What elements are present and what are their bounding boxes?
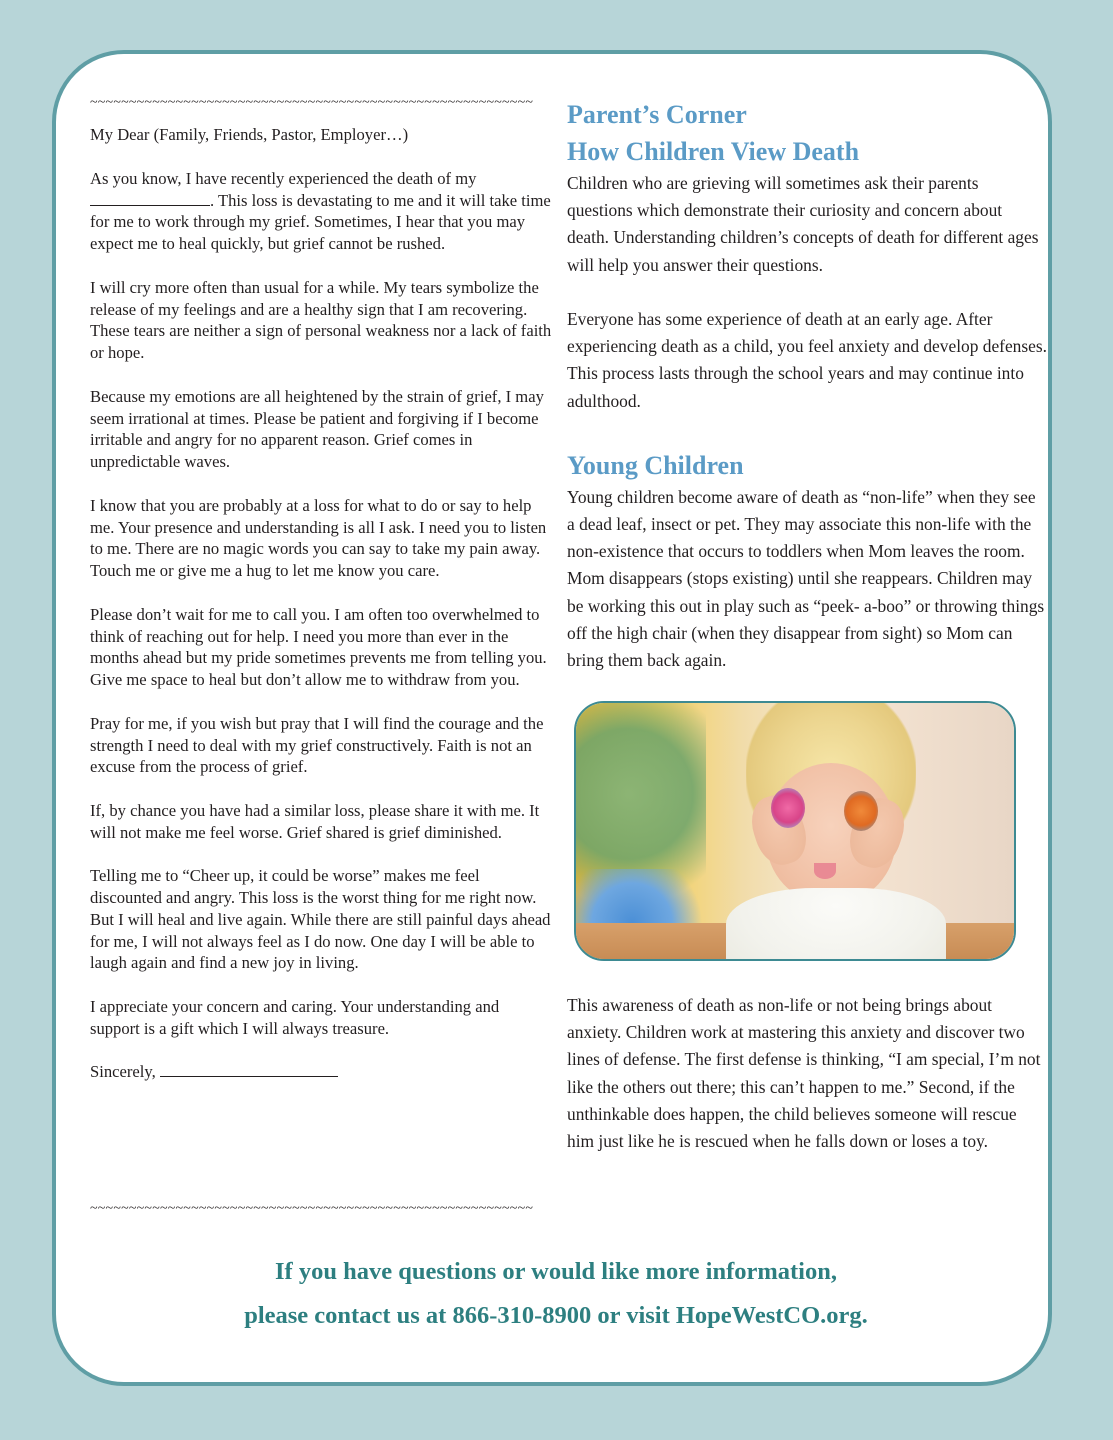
parents-corner-paragraph-1: Children who are grieving will sometimes ask their parents questions which demonstrate their curiosity and concern about death. Understanding children’s concepts of death for different ages will help you answer their questions. <box>567 173 1039 275</box>
how-children-view-death-heading: How Children View Death <box>567 137 860 166</box>
parents-corner-paragraph-2: Everyone has some experience of death at an early age. After experiencing death as a child, you feel anxiety and develop defenses. This process lasts through the school years and may continue into adulthood. <box>567 309 1047 411</box>
letter-paragraph-6: Pray for me, if you wish but pray that I will find the courage and the strength I need to deal with my grief constructively. Faith is not an excuse from the process of grief. <box>90 713 544 777</box>
letter-paragraph-1 <box>90 168 552 255</box>
parents-corner-lower <box>567 992 1047 1182</box>
orange-egg-toy <box>844 791 878 831</box>
letter-p1-start: As you know, I have recently experienced the death of my <box>90 168 477 188</box>
footer-line-1: If you have questions or would like more information, <box>275 1258 837 1285</box>
letter-body <box>90 124 552 1083</box>
letter-paragraph-8: Telling me to “Cheer up, it could be worse” makes me feel discounted and angry. This loss is the worst thing for me right now. But I will heal and live again. While there are still painful days ahead for me, I will not always feel as I do now. One day I will be able to laugh again and find a new joy in living. <box>90 866 551 973</box>
signature-blank-line <box>160 1061 338 1077</box>
tilde-divider-top: ~~~~~~~~~~~~~~~~~~~~~~~~~~~~~~~~~~~~~~~~~~~~~~~~~~~~~~~~~ <box>90 96 534 110</box>
child-peekaboo-photo <box>574 701 1016 961</box>
letter-column <box>90 96 552 1105</box>
letter-paragraph-9: I appreciate your concern and caring. Your understanding and support is a gift which I will always treasure. <box>90 997 500 1038</box>
young-children-heading: Young Children <box>567 450 744 480</box>
letter-paragraph-4: I know that you are probably at a loss for what to do or say to help me. Your presence and understanding is all I ask. I need you to listen to me. There are no magic words you can say to take my pain away. Touch me or give me a hug to let me know you care. <box>90 495 547 581</box>
letter-paragraph-2: I will cry more often than usual for a while. My tears symbolize the release of my feelings and are a healthy sign that I am recovering. These tears are neither a sign of personal weakness nor a lack of faith or hope. <box>90 277 552 363</box>
letter-p1-end: . This loss is devastating to me and it will take time for me to work through my grief. Sometimes, I hear that you may expect me to heal quickly, but grief cannot be rushed. <box>90 190 551 254</box>
young-children-paragraph-1: Young children become aware of death as “non-life” when they see a dead leaf, insect or pet. They may associate this non-life with the non-existence that occurs to toddlers when Mom leaves the room. Mom disappears (stops existing) until she reappears. Children may be working this out in play such as “peek- a-boo” or throwing things off the high chair (when they disappear from sight) so Mom can bring them back again. <box>567 486 1045 671</box>
letter-closing: Sincerely, <box>90 1062 156 1082</box>
letter-greeting: My Dear (Family, Friends, Pastor, Employer…) <box>90 125 409 144</box>
letter-paragraph-5: Please don’t wait for me to call you. I am often too overwhelmed to think of reaching out for help. I need you more than ever in the months ahead but my pride sometimes prevents me from telling you. Give me space to heal but don’t allow me to withdraw from you. <box>90 604 547 690</box>
pink-egg-toy <box>771 788 805 828</box>
young-children-paragraph-2: This awareness of death as non-life or not being brings about anxiety. Children work at mastering this anxiety and discover two lines of defense. The first defense is thinking, “I am special, I’m not like the others out there; this can’t happen to me.” Second, if the unthinkable does happen, the child believes someone will rescue him just like he is rescued when he falls down or loses a toy. <box>567 995 1041 1152</box>
letter-closing-line <box>90 1061 552 1083</box>
tilde-divider-bottom: ~~~~~~~~~~~~~~~~~~~~~~~~~~~~~~~~~~~~~~~~~~~~~~~~~~~~~~~~~ <box>90 1202 534 1216</box>
parents-corner-heading: Parent’s Corner <box>567 100 747 129</box>
footer-line-2[interactable]: please contact us at 866-310-8900 or visit HopeWestCO.org. <box>244 1302 868 1329</box>
letter-paragraph-3: Because my emotions are all heightened by the strain of grief, I may seem irrational at times. Please be patient and forgiving if I become irritable and angry for no apparent reason. Grief comes in unpredictable waves. <box>90 386 544 472</box>
letter-paragraph-7: If, by chance you have had a similar loss, please share it with me. It will not make me feel worse. Grief shared is grief diminished. <box>90 800 540 842</box>
child-shirt <box>726 888 946 961</box>
name-blank-line <box>90 190 210 206</box>
parents-corner-column <box>567 96 1047 701</box>
child-tongue <box>814 863 836 879</box>
